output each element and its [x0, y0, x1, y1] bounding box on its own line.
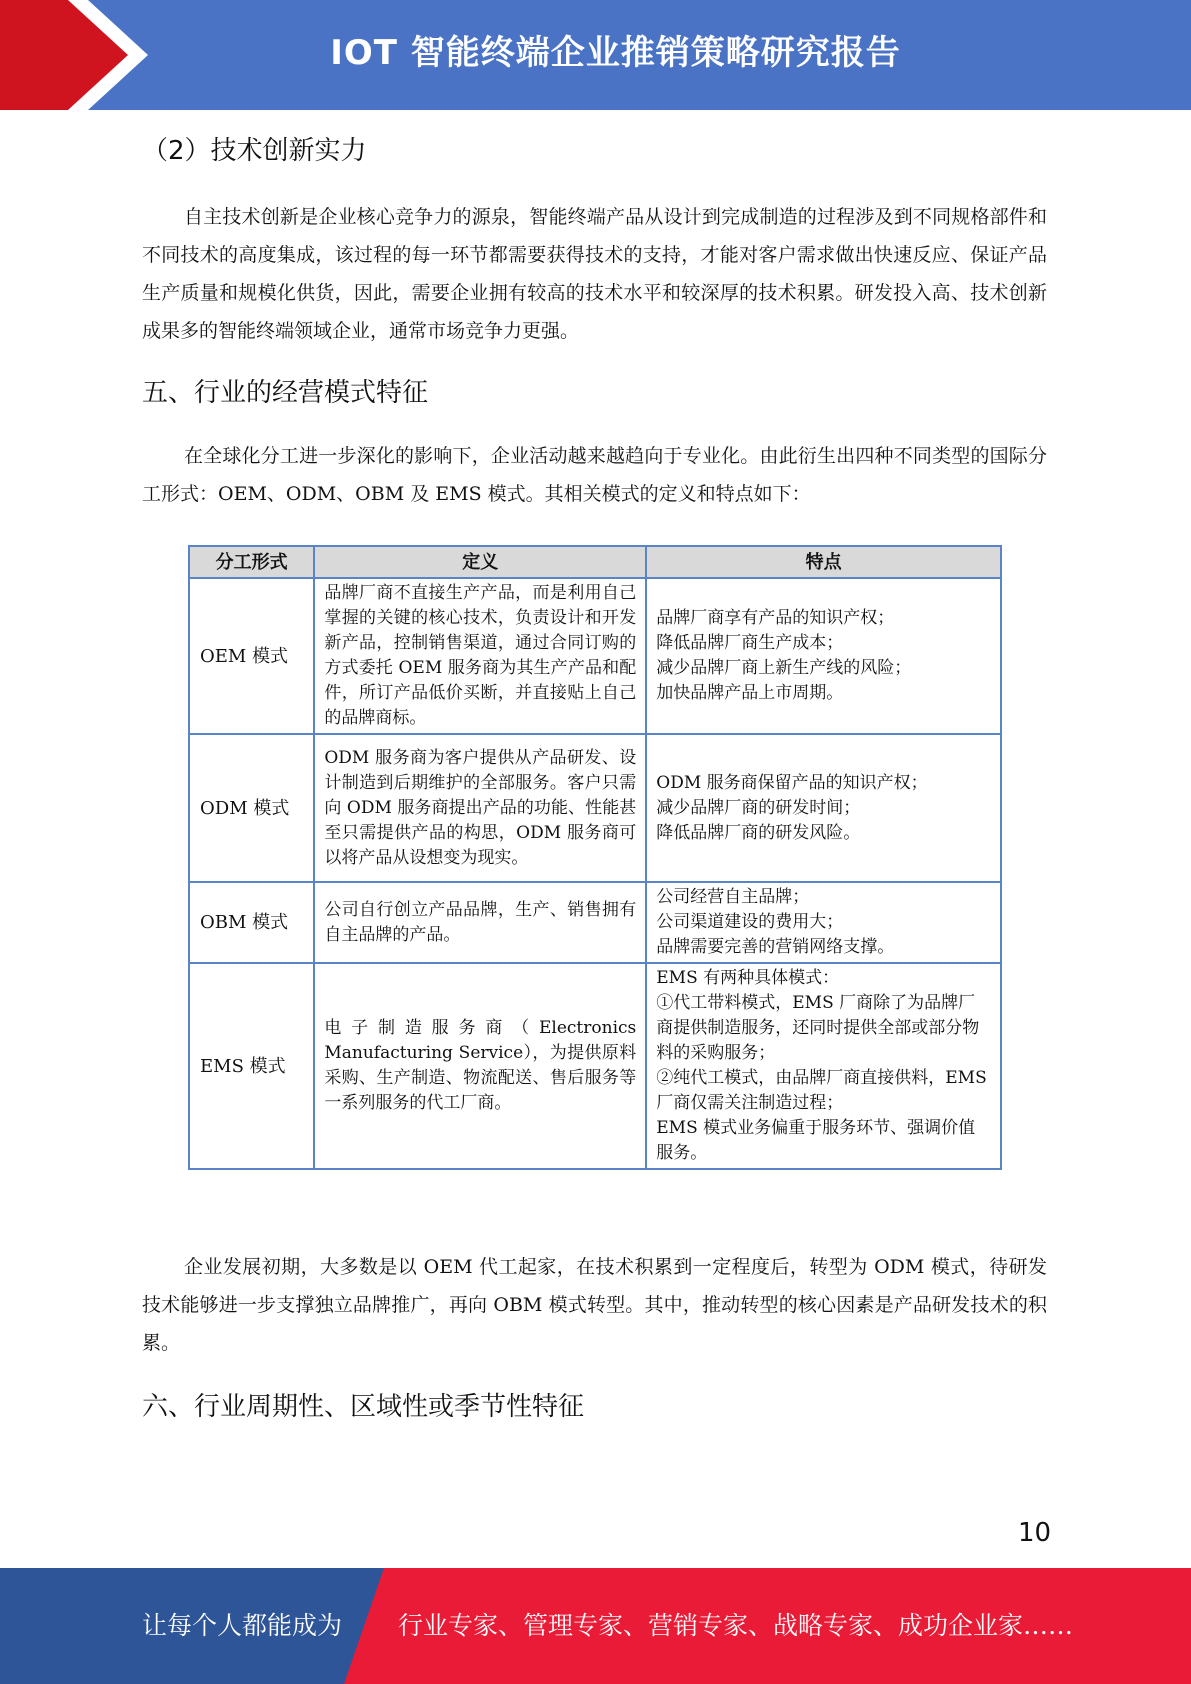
feature-line: 降低品牌厂商的研发风险。	[656, 822, 861, 843]
footer-slogan-right: 行业专家、管理专家、营销专家、战略专家、成功企业家……	[398, 1611, 1074, 1640]
table-row-ems	[189, 963, 1001, 1169]
section-heading-five: 五、行业的经营模式特征	[142, 378, 429, 408]
footer-slogan-left: 让每个人都能成为	[142, 1611, 343, 1640]
column-header-definition: 定义	[314, 546, 646, 578]
feature-line: 品牌厂商享有产品的知识产权；	[656, 608, 895, 628]
table-row-odm	[189, 734, 1001, 882]
column-header-features: 特点	[646, 546, 1001, 578]
table-row-oem	[189, 578, 1001, 734]
cell-definition: 电子制造服务商（Electronics Manufacturing Service），为提供原料采购、生产制造、物流配送、售后服务等一系列服务的代工厂商。	[314, 963, 646, 1169]
feature-line: EMS 模式业务偏重于服务环节、强调价值服务。	[656, 1118, 976, 1163]
cell-features	[646, 882, 1001, 963]
table-header-row	[189, 546, 1001, 578]
feature-line: 公司渠道建设的费用大；	[656, 912, 844, 932]
cell-mode: OBM 模式	[189, 882, 314, 963]
cell-mode: OEM 模式	[189, 578, 314, 734]
table-row-obm	[189, 882, 1001, 963]
feature-line: 公司经营自主品牌；	[656, 887, 810, 907]
page-number: 10	[1018, 1518, 1052, 1548]
paragraph-transition: 企业发展初期，大多数是以 OEM 代工起家，在技术积累到一定程度后，转型为 ODM 模式，待研发技术能够进一步支撑独立品牌推广，再向 OBM 模式转型。其中，推动转型的核心因素是产品研发技术的积累。	[142, 1256, 1047, 1354]
subsection-heading-tech: （2）技术创新实力	[142, 136, 367, 166]
section-heading-six: 六、行业周期性、区域性或季节性特征	[142, 1392, 585, 1422]
cell-mode: ODM 模式	[189, 734, 314, 882]
column-header-mode: 分工形式	[189, 546, 314, 578]
cell-features	[646, 734, 1001, 882]
feature-line: ①代工带料模式，EMS 厂商除了为品牌厂商提供制造服务，还同时提供全部或部分物料的采购服务；	[656, 993, 980, 1063]
business-model-table	[188, 545, 1002, 1170]
feature-line: 品牌需要完善的营销网络支撑。	[656, 937, 895, 957]
cell-features	[646, 578, 1001, 734]
footer-banner	[0, 1568, 1191, 1684]
cell-definition: 公司自行创立产品品牌，生产、销售拥有自主品牌的产品。	[314, 882, 646, 963]
feature-line: EMS 有两种具体模式：	[656, 968, 840, 988]
cell-features	[646, 963, 1001, 1169]
header-banner	[0, 0, 1191, 110]
feature-line: ②纯代工模式，由品牌厂商直接供料，EMS 厂商仅需关注制造过程；	[656, 1068, 987, 1113]
paragraph-tech: 自主技术创新是企业核心竞争力的源泉，智能终端产品从设计到完成制造的过程涉及到不同规格部件和不同技术的高度集成，该过程的每一环节都需要获得技术的支持，才能对客户需求做出快速反应、保证产品生产质量和规模化供货，因此，需要企业拥有较高的技术水平和较深厚的技术积累。研发投入高、技术创新成果多的智能终端领域企业，通常市场竞争力更强。	[142, 206, 1047, 342]
feature-line: ODM 服务商保留产品的知识产权；	[656, 772, 928, 793]
cell-definition: 品牌厂商不直接生产产品，而是利用自己掌握的关键的核心技术，负责设计和开发新产品，控制销售渠道，通过合同订购的方式委托 OEM 服务商为其生产产品和配件，所订产品低价买断，并直接贴上自己的品牌商标。	[314, 578, 646, 734]
report-title: IOT 智能终端企业推销策略研究报告	[330, 33, 901, 73]
feature-line: 减少品牌厂商上新生产线的风险；	[656, 658, 912, 678]
feature-line: 加快品牌产品上市周期。	[656, 683, 844, 703]
feature-line: 减少品牌厂商的研发时间；	[656, 797, 861, 818]
paragraph-business-model: 在全球化分工进一步深化的影响下，企业活动越来越趋向于专业化。由此衍生出四种不同类型的国际分工形式：OEM、ODM、OBM 及 EMS 模式。其相关模式的定义和特点如下：	[142, 445, 1047, 505]
cell-mode: EMS 模式	[189, 963, 314, 1169]
feature-line: 降低品牌厂商生产成本；	[656, 633, 844, 653]
cell-definition: ODM 服务商为客户提供从产品研发、设计制造到后期维护的全部服务。客户只需向 ODM 服务商提出产品的功能、性能甚至只需提供产品的构思，ODM 服务商可以将产品从设想变为现实。	[314, 734, 646, 882]
